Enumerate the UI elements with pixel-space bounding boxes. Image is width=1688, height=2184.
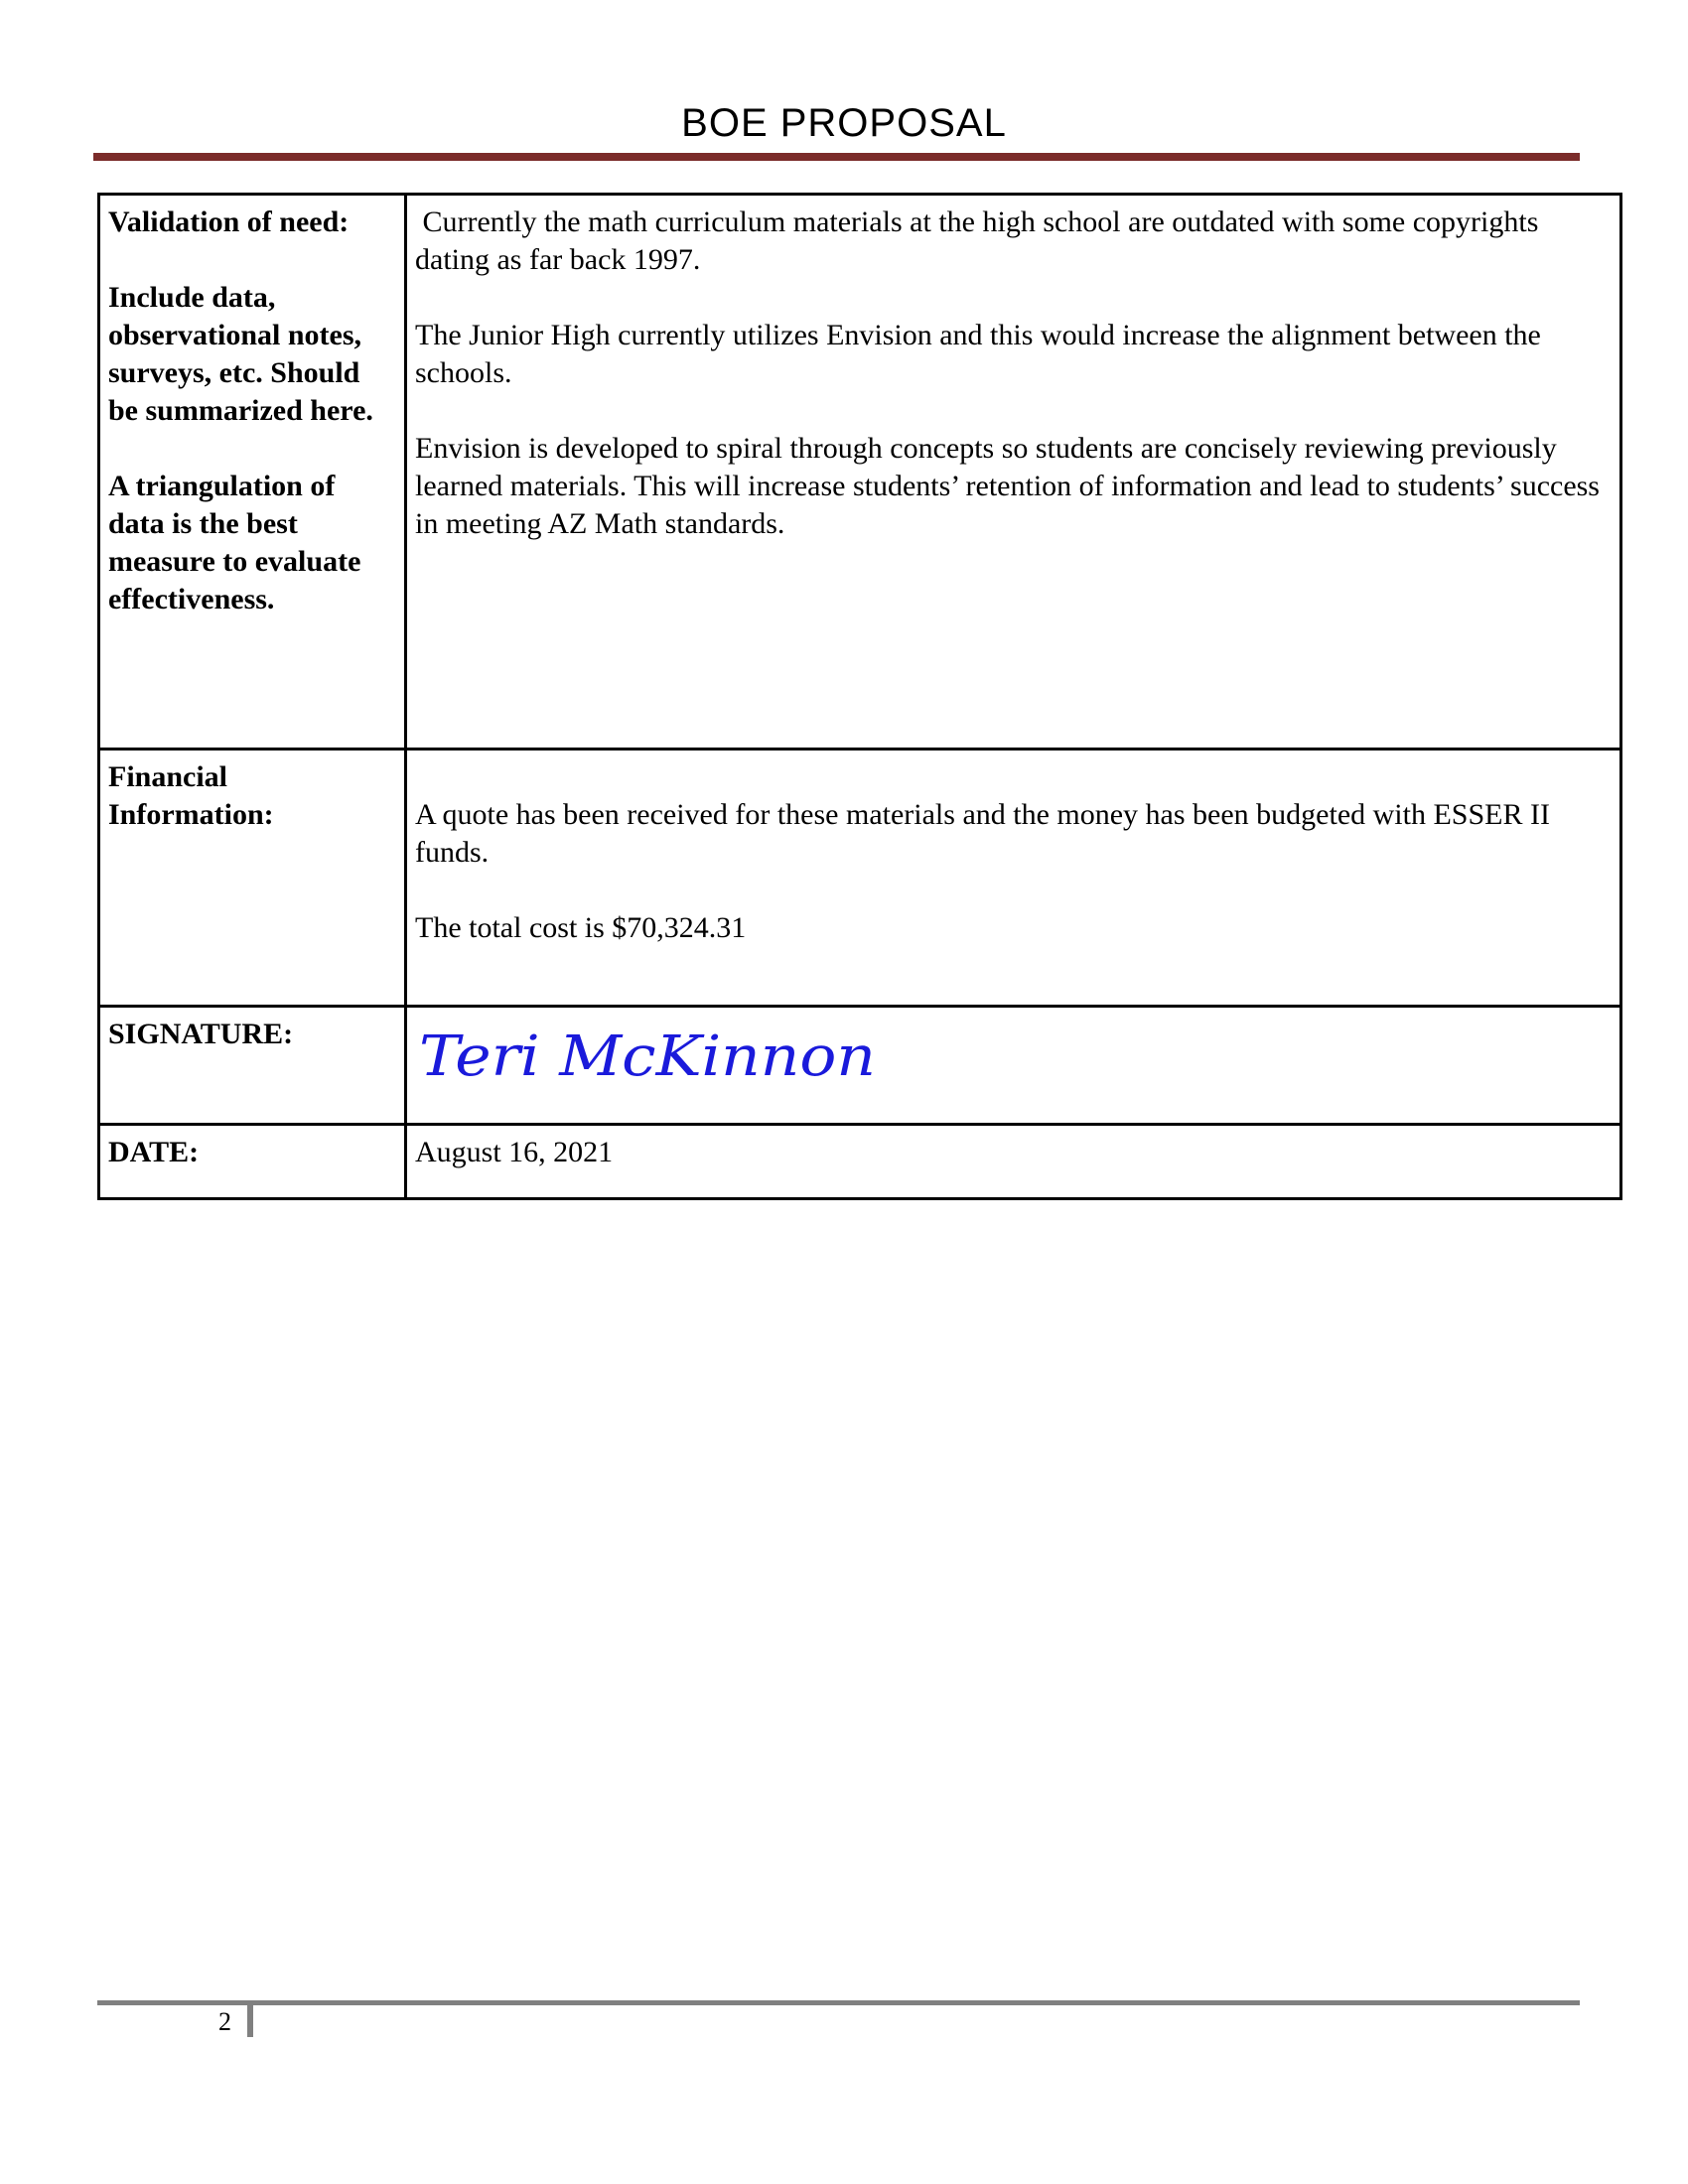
validation-instructions-1: Include data, observational notes, surveys, etc. Should be summarized here. [108,281,373,427]
date-value-cell [406,1125,1621,1199]
financial-row [99,750,1621,1007]
signature-label-cell [99,1007,406,1125]
validation-instructions-2: A triangulation of data is the best measure to evaluate effectiveness. [108,470,361,615]
validation-paragraph-2: The Junior High currently utilizes Envision and this would increase the alignment between the schools. [415,319,1541,389]
signature-value-cell [406,1007,1621,1125]
validation-paragraph-1: Currently the math curriculum materials at the high school are outdated with some copyrights dating as far back 1997. [415,205,1546,276]
financial-value-cell [406,750,1621,1007]
financial-total-cost: The total cost is $70,324.31 [415,911,747,944]
validation-row [99,195,1621,750]
financial-paragraph-1: A quote has been received for these materials and the money has been budgeted with ESSER II funds. [415,798,1550,869]
validation-paragraph-3: Envision is developed to spiral through concepts so students are concisely reviewing previously learned materials. This will increase students’ retention of information and lead to students’ success in meeting AZ Math standards. [415,432,1600,540]
document-title: BOE PROPOSAL [681,101,1007,145]
date-label-cell [99,1125,406,1199]
footer-divider [97,2000,1580,2005]
handwritten-signature [415,1018,892,1097]
page-number-bar [247,2005,253,2037]
validation-label-cell [99,195,406,750]
date-label: DATE: [108,1136,200,1168]
proposal-table [97,193,1622,1200]
date-row [99,1125,1621,1199]
financial-label-cell [99,750,406,1007]
svg-text:Teri McKinnon: Teri McKinnon [419,1024,876,1089]
date-value: August 16, 2021 [415,1136,614,1168]
page-number: 2 [218,2007,231,2036]
validation-label: Validation of need: [108,205,350,238]
financial-label: Financial Information: [108,760,274,831]
signature-label: SIGNATURE: [108,1018,294,1050]
header-divider [93,153,1580,161]
validation-value-cell [406,195,1621,750]
signature-row [99,1007,1621,1125]
